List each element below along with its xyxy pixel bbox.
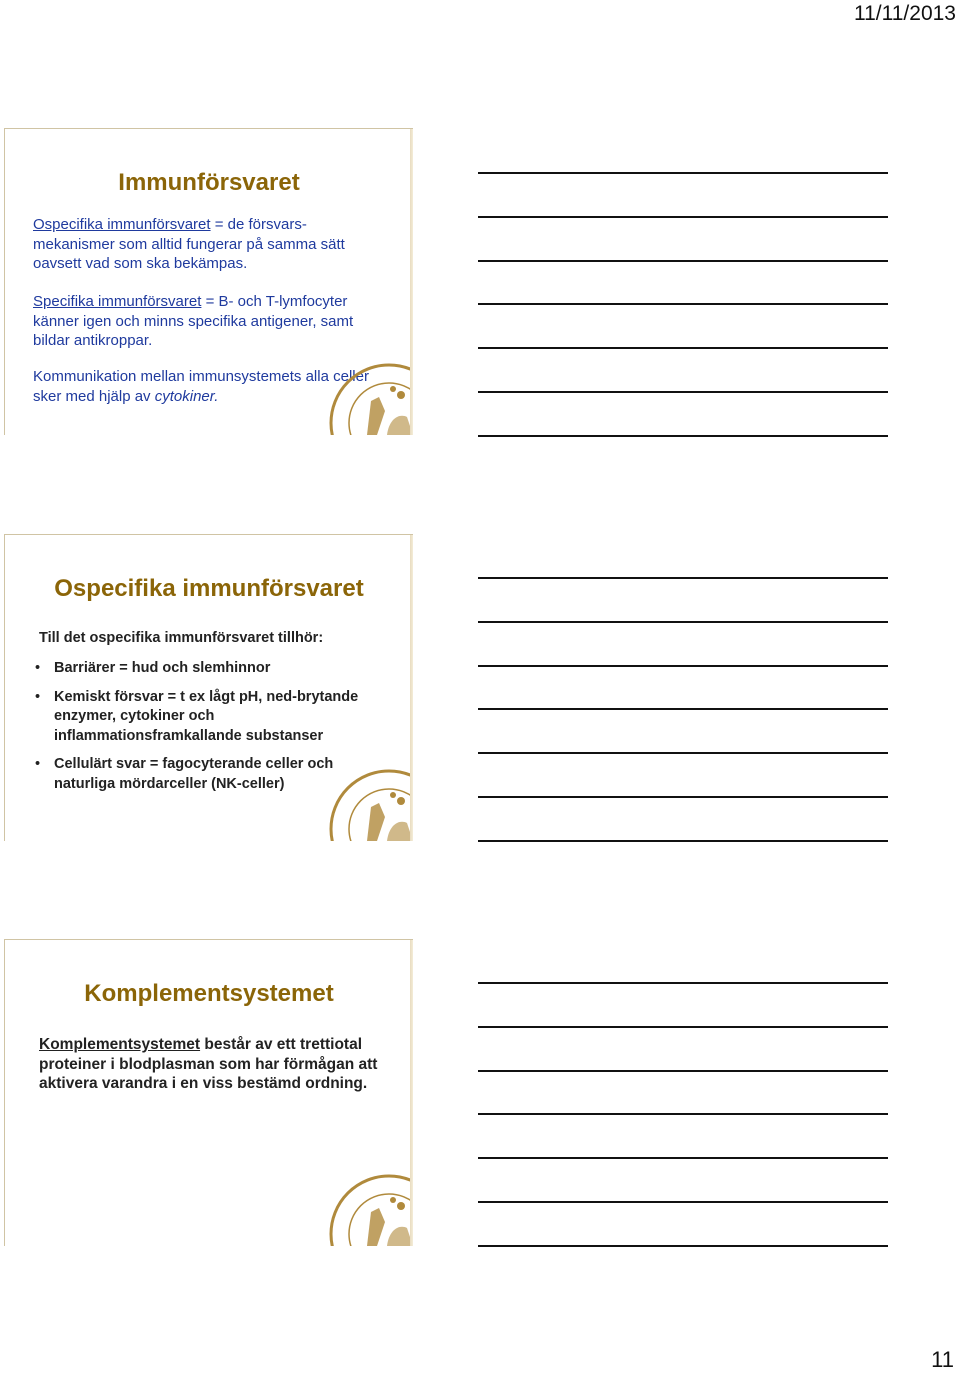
italic-term: cytokiner. [154,387,219,405]
note-line [478,840,888,842]
paragraph-text: Kommunikation mellan immunsystemets alla celler sker med hjälp av [33,368,369,405]
term-specifika: Specifika immunförsvaret [33,293,202,310]
note-line [478,391,888,393]
note-line [478,982,888,984]
university-seal-icon [327,767,413,841]
university-seal-icon [327,1172,413,1246]
note-line [478,1026,888,1028]
university-seal-icon [327,361,413,435]
note-line [478,1070,888,1072]
note-line [478,347,888,349]
note-line [478,577,888,579]
slide-title: Immunförsvaret [118,169,300,196]
note-line [478,1201,888,1203]
definition-text: = B- och T-lymfocyter känner igen och minns specifika antigener, samt bildar antikroppar. [33,293,354,350]
note-line [478,216,888,218]
paragraph-specifika [33,292,378,351]
bullet-item: • Cellulärt svar = fagocyterande celler och naturliga mördarceller (NK-celler) [29,755,374,794]
note-line [478,435,888,437]
note-line [478,1113,888,1115]
definition-text: = de försvars-mekanismer som alltid fungerar på samma sätt oavsett vad som ska bekämpas. [33,216,345,273]
paragraph-ospecifika [33,215,378,274]
slide-komplementsystemet [4,939,413,1246]
note-line [478,172,888,174]
bullet-list [29,650,374,794]
term-ospecifika: Ospecifika immunförsvaret [33,216,211,233]
intro-text: Till det ospecifika immunförsvaret tillhör: [39,630,324,646]
note-line [478,665,888,667]
note-line [478,1245,888,1247]
paragraph-komplementsystemet [39,1035,384,1094]
definition-text: består av ett trettiotal proteiner i blodplasman som har förmågan att aktivera varandra i en viss bestämd ordning. [39,1036,378,1093]
note-line [478,621,888,623]
note-line [478,796,888,798]
bullet-item: • Kemiskt försvar = t ex lågt pH, ned-brytande enzymer, cytokiner och inflammationsframkallande substanser [29,688,374,747]
slide-ospecifika-immunforsvaret [4,534,413,841]
slide-title: Ospecifika immunförsvaret [54,575,364,602]
note-line [478,1157,888,1159]
note-line [478,708,888,710]
header-date: 11/11/2013 [854,2,956,25]
page-number: 11 [931,1347,954,1372]
slide-title: Komplementsystemet [84,980,334,1007]
slide-immunforsvaret [4,128,413,435]
note-line [478,752,888,754]
note-line [478,303,888,305]
term-komplementsystemet: Komplementsystemet [39,1036,201,1053]
bullet-item: • Barriärer = hud och slemhinnor [29,659,374,679]
note-line [478,260,888,262]
